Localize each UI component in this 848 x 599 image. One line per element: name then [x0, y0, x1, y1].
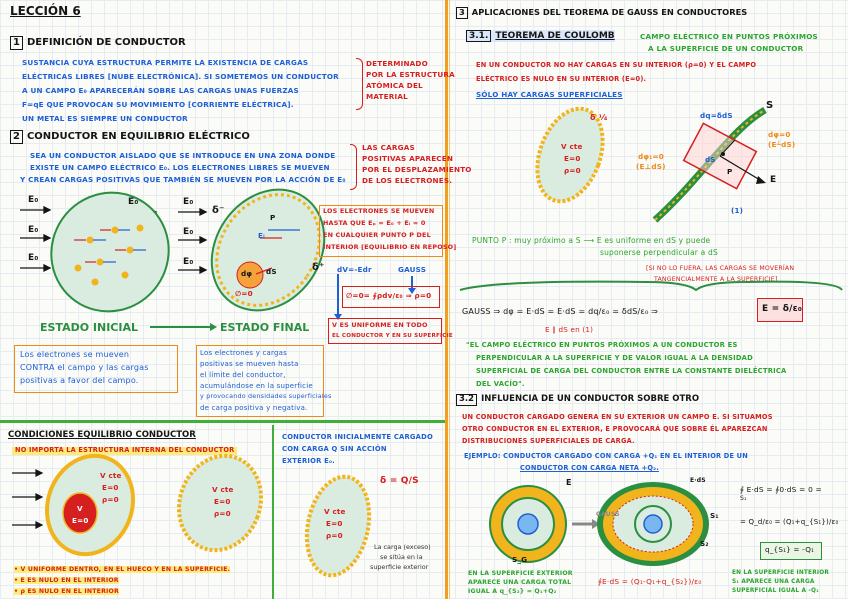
bottom-mid-divider [272, 425, 274, 599]
orange-box-line-1: HASTA QUE Eₚ = E₀ + Eᵢ = 0 [323, 219, 426, 227]
charged-title-0: CONDUCTOR INICIALMENTE CARGADO [282, 433, 433, 441]
influence-eq-0: ∮ E·dS = ∮0·dS = 0 = [740, 485, 822, 494]
column-divider [445, 0, 448, 599]
point-p-line-2: suponerse perpendicular a dS [600, 248, 718, 257]
phi0-label: ∅=0 [235, 289, 253, 298]
estado-inicial-label: ESTADO INICIAL [40, 321, 138, 334]
condition-bullet-1: • E ES NULO EN EL INTERIOR [14, 577, 119, 584]
bracket-note-1: TANGENCIALMENTE A LA SUPERFICIE] [654, 276, 778, 283]
charged-label-0: V cte [324, 507, 346, 516]
s32-line-0: UN CONDUCTOR CARGADO GENERA EN SU EXTERIOR UN CAMPO E. SI SITUAMOS [462, 413, 773, 421]
s1-line-3: F=qE QUE PROVOCAN SU MOVIMIENTO [CORRIENTE ELÉCTRICA]. [22, 100, 294, 109]
ei-label: Eᵢ [258, 231, 265, 240]
subsection-31-number: 3.1. [466, 30, 491, 42]
orange-box-line-0: LOS ELECTRONES SE MUEVEN [323, 207, 435, 215]
s1-line-4: UN METAL ES SIEMPRE UN CONDUCTOR [22, 114, 188, 123]
coulomb-e0: E=0 [564, 154, 581, 163]
s1-note-0: DETERMINADO [366, 59, 428, 68]
hollow-inner-1: E=0 [72, 516, 89, 525]
section-3-title: APLICACIONES DEL TEOREMA DE GAUSS EN CONDUCTORES [471, 7, 748, 17]
charged-title-2: EXTERIOR E₀. [282, 457, 335, 465]
s2-note-3: DE LOS ELECTRONES. [362, 176, 453, 185]
coulomb-figure [520, 100, 840, 230]
s2-line-1: EXISTE UN CAMPO ELÉCTRICO E₀. LOS ELECTRONES LIBRES SE MUEVEN [30, 163, 330, 172]
coulomb-s: S [766, 100, 774, 111]
conditions-title: CONDICIONES EQUILIBRIO CONDUCTOR [8, 430, 196, 440]
final-note-3: acumulándose en la superficie [200, 382, 313, 390]
section-1-heading [10, 36, 186, 50]
p-label: P [270, 213, 276, 222]
final-note-1: positivas se mueven hasta [200, 360, 299, 368]
s3-line-0: EN UN CONDUCTOR NO HAY CARGAS EN SU INTERIOR (ρ=0) Y EL CAMPO [476, 61, 757, 69]
s2-line-0: SEA UN CONDUCTOR AISLADO QUE SE INTRODUCE EN UNA ZONA DONDE [30, 151, 336, 160]
coulomb-ds: dS [705, 155, 716, 164]
conditions-figures [0, 455, 272, 560]
section-1-number: 1 [10, 36, 23, 50]
uniform-v-line-0: V ES UNIFORME EN TODO [332, 321, 428, 329]
coulomb-dphi2b: (E⊥dS) [636, 162, 666, 171]
fig-edot-label: E·dS [690, 477, 706, 484]
point-p-line: PUNTO P : muy próximo a S ⟶ E es uniforme en dS y puede [472, 236, 711, 245]
coulomb-one: (1) [731, 206, 744, 215]
coulomb-dphi1b: (E┴dS) [768, 140, 796, 149]
column-divider-inner [449, 0, 450, 599]
quote-line-1: PERPENDICULAR A LA SUPERFICIE Y DE VALOR IGUAL A LA DENSIDAD [476, 354, 753, 362]
influence-eq-1: S₁ [740, 495, 747, 502]
initial-state-figure [0, 190, 320, 330]
e0-label-2: E₀ [28, 225, 39, 235]
fig-s1-label: S₁ [710, 511, 719, 520]
section-1-title: DEFINICIÓN DE CONDUCTOR [26, 37, 186, 48]
orange-box-line-3: INTERIOR [EQUILIBRIO EN REPOSO] [323, 243, 457, 251]
s1-note-2: ATÓMICA DEL [366, 81, 423, 90]
final-note-5: de carga positiva y negativa. [200, 404, 308, 412]
delta-minus-label: δ⁻ [212, 205, 225, 216]
orange-box-line-2: EN CUALQUIER PUNTO P DEL [323, 231, 431, 239]
initial-conductor-shape [28, 170, 192, 335]
e0-label-1: E₀ [28, 195, 39, 205]
section-2-number: 2 [10, 130, 23, 144]
s1-line-2: A UN CAMPO E₀ APARECERÁN SOBRE LAS CARGAS UNAS FUERZAS [22, 86, 299, 95]
condition-bullet-0: • V UNIFORME DENTRO, EN EL HUECO Y EN LA SUPERFICIE. [14, 566, 231, 573]
section-3-heading [456, 7, 747, 19]
lesson-title: LECCIÓN 6 [10, 4, 81, 18]
bottom-left-1: APARECE UNA CARGA TOTAL [468, 579, 572, 586]
s2-brace [350, 144, 357, 190]
s2-note-1: POSITIVAS APARECEN [362, 154, 454, 163]
hollow-label-2: ρ=0 [102, 495, 119, 504]
delta-plus-label: δ⁺ [312, 262, 325, 273]
conditions-subtitle: NO IMPORTA LA ESTRUCTURA INTERNA DEL CONDUCTOR [12, 447, 237, 455]
initial-note-2: positivas a favor del campo. [20, 376, 139, 385]
charged-sigma: δ = Q/S [380, 476, 419, 486]
s32-line-2: DISTRIBUCIONES SUPERFICIALES DE CARGA. [462, 437, 635, 445]
s1-note-3: MATERIAL [366, 92, 408, 101]
s1-line-0: SUSTANCIA CUYA ESTRUCTURA PERMITE LA EXISTENCIA DE CARGAS [22, 58, 309, 67]
example-line-1: CONDUCTOR CON CARGA NETA +Q₂. [520, 464, 659, 472]
charged-label-2: ρ=0 [326, 531, 343, 540]
initial-note-0: Los electrones se mueven [20, 350, 130, 359]
influence-eq-2: = Q_d/ε₀ = (Q₁+q_{S₁})/ε₀ [740, 518, 839, 526]
fig-e-label: E [566, 478, 572, 487]
e0-label-6: E₀ [183, 227, 194, 237]
s2-line-2: Y CREAN CARGAS POSITIVAS QUE TAMBIÉN SE MUEVEN POR LA ACCIÓN DE E₀ [20, 175, 346, 184]
subsection-31-heading [466, 30, 615, 42]
bottom-mid-eq: ∮E·dS = (Q₁-Q₁+q_{S₂})/ε₀ [598, 577, 702, 586]
fig-s2-label: S₂ [700, 539, 709, 548]
estado-final-label: ESTADO FINAL [220, 321, 310, 334]
gauss-line: GAUSS ⇒ dφ = E·dS = E·dS = dq/ε₀ = δdS/ε₀ ⇒ [462, 307, 658, 316]
bracket-note-0: [SI NO LO FUERA, LAS CARGAS SE MOVERÍAN [646, 265, 795, 272]
ds-label: dS [266, 267, 277, 276]
quote-line-2: SUPERFICIAL DE CARGA DEL CONDUCTOR ENTRE LA CONSTANTE DIELÉCTRICA [476, 367, 787, 375]
bottom-left-0: EN LA SUPERFICIE EXTERIOR [468, 570, 573, 577]
coulomb-dphi2: dφ₁=0 [638, 152, 664, 161]
result-formula: E = δ/ε₀ [762, 304, 802, 314]
quote-line-3: DEL VACÍO". [476, 380, 525, 388]
fig-gauss-label: GAUSS [596, 511, 620, 518]
solid-label-2: ρ=0 [214, 509, 231, 518]
bottom-right-1: S₁ APARECE UNA CARGA [732, 579, 815, 585]
section-2-title: CONDUCTOR EN EQUILIBRIO ELÉCTRICO [26, 131, 250, 142]
s1-note-1: POR LA ESTRUCTURA [366, 70, 455, 79]
section-2-heading [10, 130, 250, 144]
subsection-32-heading [456, 394, 699, 406]
e-parallel: E ∥ dS en (1) [545, 325, 594, 334]
bottom-section-divider [0, 420, 445, 423]
e0-label-7: E₀ [183, 257, 194, 267]
initial-note-1: CONTRA el campo y las cargas [20, 363, 149, 372]
hollow-label-0: V cte [100, 471, 122, 480]
dv-label: dV=-Edr [337, 265, 372, 274]
s32-line-1: OTRO CONDUCTOR EN EL EXTERIOR, E PROVOCARÁ QUE SOBRE ÉL APAREZCAN [462, 425, 768, 433]
s1-line-1: ELÉCTRICAS LIBRES [NUBE ELECTRÓNICA]. SI SOMETEMOS UN CONDUCTOR [22, 72, 339, 81]
coulomb-desc-0: CAMPO ELÉCTRICO EN PUNTOS PRÓXIMOS [640, 32, 818, 41]
s3-line-2: SÓLO HAY CARGAS SUPERFICIALES [476, 90, 623, 99]
coulomb-p: P [727, 167, 733, 176]
quote-line-0: "EL CAMPO ELÉCTRICO EN PUNTOS PRÓXIMOS A UN CONDUCTOR ES [466, 341, 738, 349]
gauss-label: GAUSS [398, 265, 427, 274]
coulomb-vcte: V cte [561, 142, 583, 151]
charged-note-1: se sitúa en la [380, 553, 423, 561]
coulomb-desc-1: A LA SUPERFICIE DE UN CONDUCTOR [648, 44, 804, 53]
coulomb-dq: dq=δdS [700, 111, 733, 120]
coulomb-dphi1: dφ=0 [768, 130, 791, 139]
solid-label-0: V cte [212, 485, 234, 494]
e0-label-5: E₀ [183, 197, 194, 207]
brace-curve [456, 278, 846, 294]
s2-note-2: POR EL DESPLAZAMIENTO [362, 165, 472, 174]
subsection-32-number: 3.2 [456, 394, 477, 406]
s1-brace [356, 58, 363, 110]
hollow-label-1: E=0 [102, 483, 119, 492]
example-line-0: EJEMPLO: CONDUCTOR CARGADO CON CARGA +Q₁ EN EL INTERIOR DE UN [464, 452, 748, 460]
condition-bullet-2: • ρ ES NULO EN EL INTERIOR [14, 588, 119, 595]
e0-label-4: E₀ [128, 197, 139, 207]
bottom-right-2: SUPERFICIAL IGUAL A -Q₁ [732, 588, 819, 594]
charged-note-2: superficie exterior [370, 563, 429, 571]
charged-title-1: CON CARGA Q SIN ACCIÓN [282, 445, 387, 453]
coulomb-e: E [770, 175, 777, 185]
final-note-2: el límite del conductor, [200, 371, 286, 379]
final-note-4: y provocando densidades superficiales [200, 392, 332, 400]
uniform-v-line-1: EL CONDUCTOR Y EN SU SUPERFICIE [332, 333, 453, 339]
bottom-right-0: EN LA SUPERFICIE INTERIOR [732, 570, 830, 576]
bottom-left-2: IGUAL A q_{S₂} = Q₁+Q₂ [468, 588, 557, 595]
coulomb-rho0: ρ=0 [564, 166, 581, 175]
influence-eq-3: q_{S₁} = -Q₁ [765, 545, 815, 554]
charged-label-1: E=0 [326, 519, 343, 528]
solid-label-1: E=0 [214, 497, 231, 506]
hollow-inner-0: V [77, 504, 83, 513]
fig-sg-label: S_G [512, 555, 528, 564]
charged-note-0: La carga (exceso) [374, 543, 431, 551]
section-3-number: 3 [456, 7, 468, 19]
final-note-0: Los electrones y cargas [200, 349, 287, 357]
subsection-32-title: INFLUENCIA DE UN CONDUCTOR SOBRE OTRO [481, 394, 700, 404]
e0-label-3: E₀ [28, 253, 39, 263]
subsection-31-title: TEOREMA DE COULOMB [495, 31, 615, 41]
coulomb-sigma: δ ¹⁄₄ [590, 113, 608, 122]
formula-text: ∅=0= ∮ρdv/ε₀ ⇒ ρ=0 [346, 291, 432, 300]
s3-line-1: ELÉCTRICO ES NULO EN SU INTERIOR (E=0). [476, 75, 647, 83]
s2-note-0: LAS CARGAS [362, 143, 415, 152]
dphi-label: dφ [241, 269, 253, 278]
